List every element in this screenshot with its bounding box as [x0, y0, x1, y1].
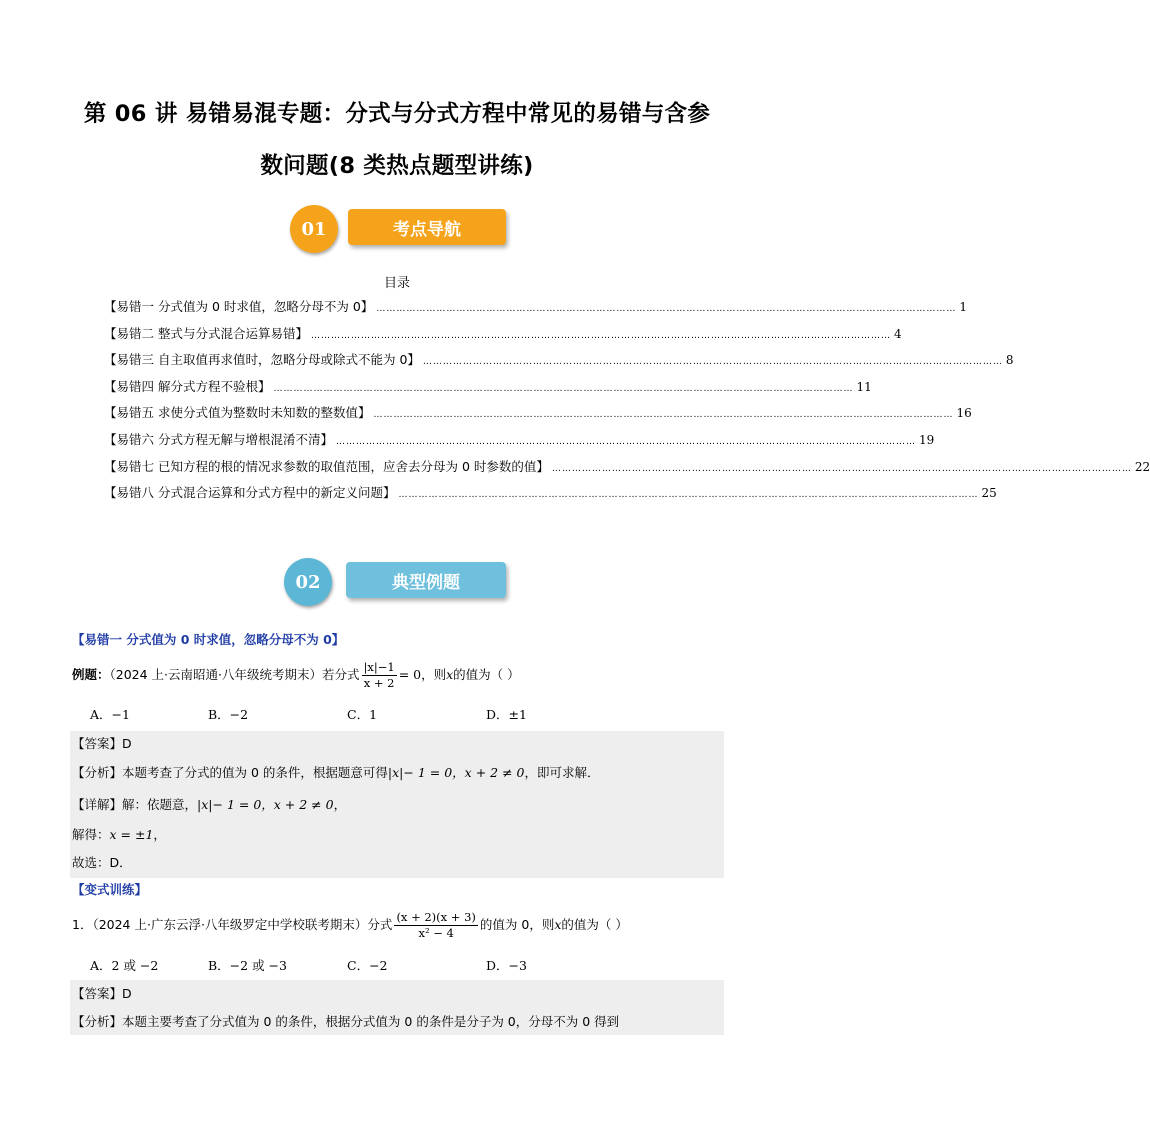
badge-number: 01 [290, 205, 338, 253]
table-of-contents [104, 297, 1150, 510]
example-label: 例题： [72, 667, 110, 682]
toc-leader: ………………………………………………………………………………………………………………………………………………………… [310, 330, 891, 341]
fraction [362, 660, 397, 691]
fraction-denominator: x + 2 [363, 676, 395, 690]
toc-entry[interactable] [104, 483, 997, 510]
example-question [72, 660, 520, 691]
solve-line [72, 825, 166, 843]
document-title [60, 88, 734, 192]
analysis-line [72, 1012, 619, 1030]
option-c[interactable]: C．−2 [347, 958, 388, 973]
toc-heading: 目录 [383, 276, 410, 291]
solve-end: ， [153, 827, 166, 842]
toc-entry-page: 19 [918, 432, 935, 447]
badge-number: 02 [284, 558, 332, 606]
toc-entry[interactable] [104, 403, 972, 430]
option-c[interactable]: C．1 [347, 707, 378, 722]
toc-entry-page: 25 [981, 486, 997, 501]
badge-label: 典型例题 [346, 562, 506, 598]
option-d[interactable]: D．−3 [486, 958, 527, 973]
fraction-denominator: x² − 4 [418, 926, 454, 940]
analysis-text: 本题主要考查了分式值为 0 的条件，根据分式值为 0 的条件是分子为 0，分母不为 0 得到 [122, 1014, 620, 1029]
analysis-line [72, 763, 599, 781]
variant-question-1 [72, 910, 628, 941]
variable: x [446, 667, 454, 682]
equation-tail: = 0，则 [398, 667, 447, 682]
toc-leader: ………………………………………………………………………………………………………………………………………………………… [273, 383, 854, 394]
analysis-label: 【分析】 [72, 765, 123, 780]
detail-math: |x|− 1 = 0，x + 2 ≠ 0 [197, 797, 334, 812]
fraction [394, 910, 477, 941]
toc-entry-label: 【易错六 分式方程无解与增根混淆不清】 [104, 431, 333, 447]
toc-entry-page: 22 [1134, 459, 1150, 474]
toc-entry-label: 【易错五 求使分式值为整数时未知数的整数值】 [104, 405, 371, 421]
analysis-math: |x|− 1 = 0，x + 2 ≠ 0 [387, 765, 525, 780]
badge-label: 考点导航 [348, 209, 506, 245]
option-a[interactable]: A．2 或 −2 [90, 958, 159, 973]
fraction-numerator: (x + 2)(x + 3) [396, 910, 476, 924]
toc-leader: ………………………………………………………………………………………………………………………………………………………… [551, 463, 1132, 474]
detail-line [72, 795, 346, 813]
toc-entry-page: 1 [959, 300, 967, 314]
toc-entry[interactable] [104, 350, 1014, 377]
solve-math: x = ±1 [109, 827, 154, 842]
example-end: 的值为（ ） [453, 667, 520, 682]
solve-text: 解得： [72, 827, 110, 842]
section-heading: 【易错一 分式值为 0 时求值，忽略分母不为 0】 [72, 632, 345, 647]
variant-heading: 【变式训练】 [72, 882, 148, 897]
option-b[interactable]: B．−2 或 −3 [208, 958, 287, 973]
choose-line: 故选：D． [72, 855, 132, 870]
answer-line: 【答案】D [72, 736, 132, 751]
toc-entry-label: 【易错四 解分式方程不验根】 [104, 378, 271, 394]
option-b[interactable]: B．−2 [208, 707, 249, 722]
variable: x [554, 917, 562, 932]
toc-entry-page: 8 [1005, 353, 1014, 368]
option-d[interactable]: D．±1 [486, 707, 527, 722]
detail-text: 解：依题意， [122, 797, 198, 812]
question-end: 的值为（ ） [561, 917, 628, 932]
toc-entry[interactable] [104, 457, 1150, 484]
toc-entry-label: 【易错二 整式与分式混合运算易错】 [104, 325, 308, 341]
title-line-1: 第 06 讲 易错易混专题：分式与分式方程中常见的易错与含参 [83, 101, 711, 127]
toc-leader: ………………………………………………………………………………………………………………………………………………………… [398, 490, 979, 501]
toc-entry-label: 【易错一 分式值为 0 时求值，忽略分母不为 0】 [104, 299, 374, 314]
title-line-2: 数问题(8 类热点题型讲练) [260, 153, 534, 179]
toc-leader: ………………………………………………………………………………………………………………………………………………………… [376, 304, 957, 314]
question-mid: 的值为 0，则 [479, 917, 555, 932]
analysis-label: 【分析】 [72, 1014, 123, 1029]
analysis-text: 本题考查了分式的值为 0 的条件，根据题意可得 [122, 765, 388, 780]
option-a[interactable]: A．−1 [90, 707, 130, 722]
answer-line: 【答案】D [72, 986, 132, 1001]
toc-leader: ………………………………………………………………………………………………………………………………………………………… [422, 357, 1003, 368]
section-badge-navigation [290, 205, 510, 253]
example-text: （2024 上·云南昭通·八年级统考期末）若分式 [109, 667, 360, 682]
toc-entry-page: 16 [956, 406, 972, 421]
toc-entry-page: 4 [893, 326, 902, 341]
toc-entry-page: 11 [856, 379, 872, 394]
toc-entry[interactable] [104, 324, 902, 351]
analysis-end: ，即可求解． [524, 765, 600, 780]
detail-end: ， [333, 797, 347, 812]
toc-entry[interactable] [104, 297, 967, 324]
toc-entry[interactable] [104, 430, 935, 457]
toc-entry-label: 【易错三 自主取值再求值时，忽略分母或除式不能为 0】 [104, 352, 420, 368]
toc-leader: ………………………………………………………………………………………………………………………………………………………… [335, 436, 916, 447]
detail-label: 【详解】 [72, 797, 123, 812]
section-badge-examples [284, 558, 514, 606]
toc-entry[interactable] [104, 377, 872, 404]
toc-entry-label: 【易错八 分式混合运算和分式方程中的新定义问题】 [104, 485, 396, 501]
toc-leader: ………………………………………………………………………………………………………………………………………………………… [373, 410, 954, 421]
toc-entry-label: 【易错七 已知方程的根的情况求参数的取值范围，应舍去分母为 0 时参数的值】 [104, 458, 549, 474]
fraction-numerator: |x|−1 [363, 660, 395, 674]
question-prefix: 1．（2024 上·广东云浮·八年级罗定中学校联考期末）分式 [72, 917, 393, 932]
